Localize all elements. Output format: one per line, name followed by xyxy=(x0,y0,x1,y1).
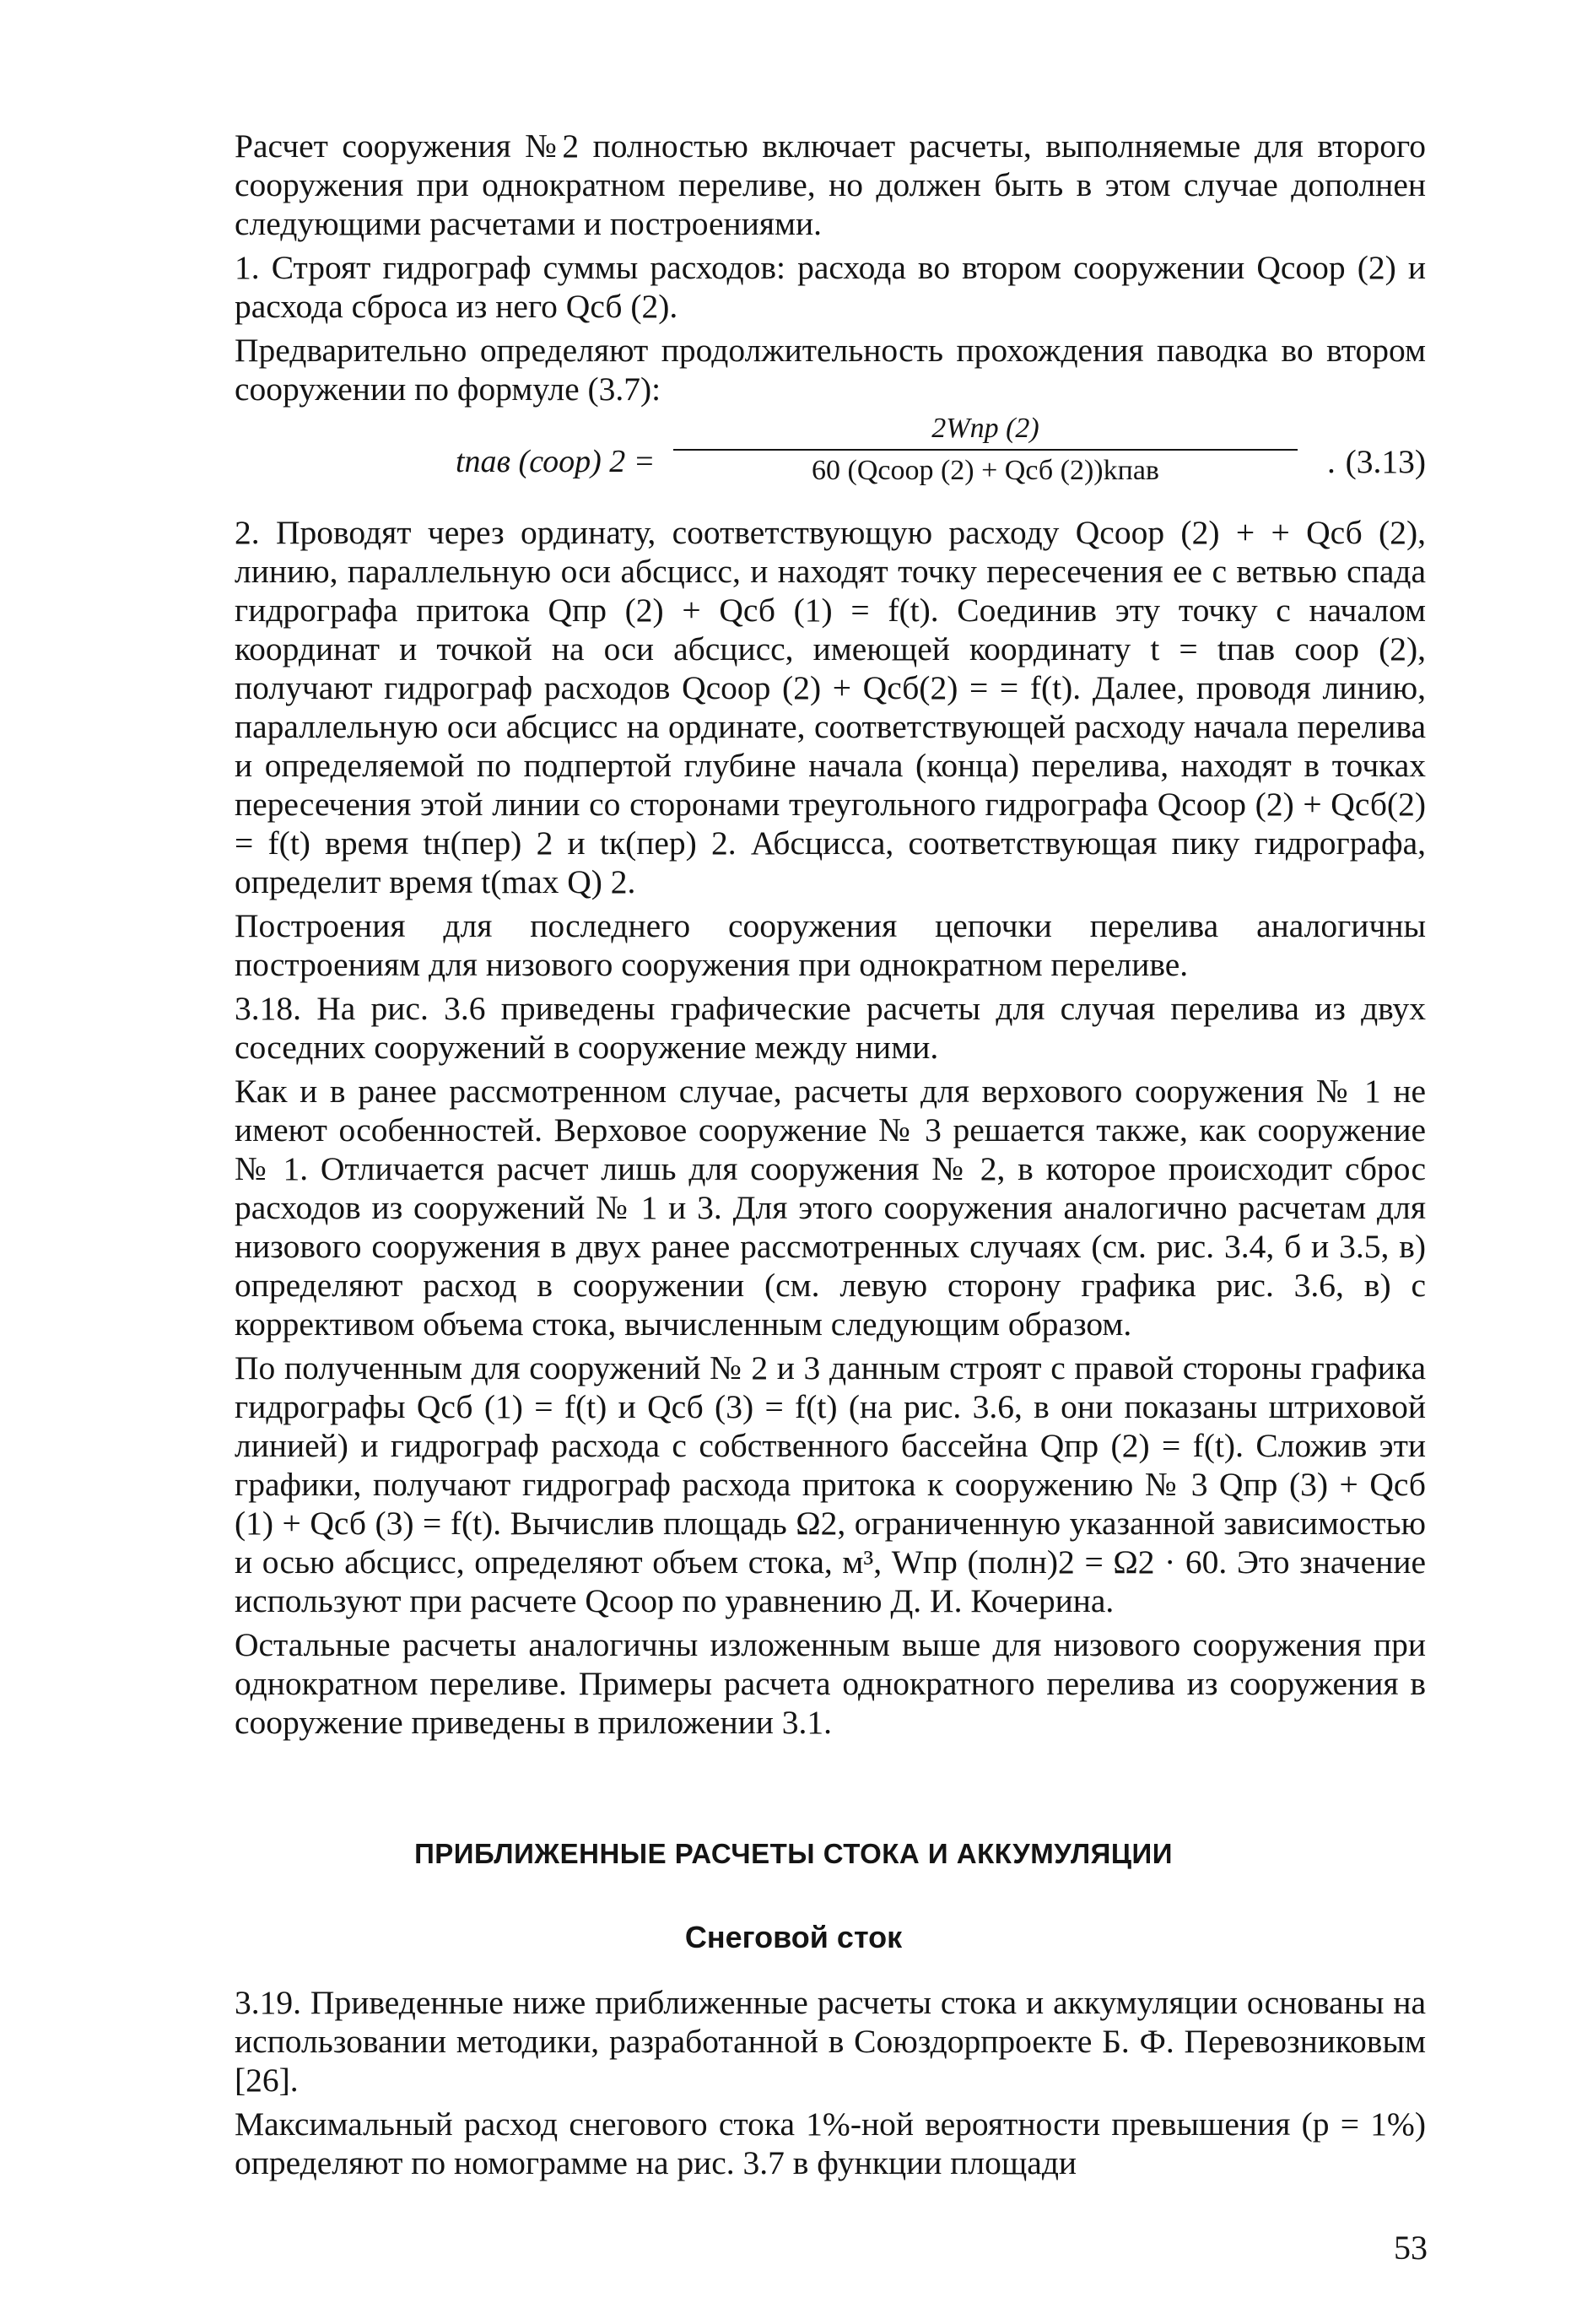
formula-denominator: 60 (Qсоор (2) + Qсб (2))kпав xyxy=(812,455,1159,486)
formula-3-13 xyxy=(235,410,1426,508)
paragraph: Максимальный расход снегового стока 1%-ной вероятности превышения (p = 1%) определяют по номограмме на рис. 3.7 в функции площади xyxy=(235,2105,1426,2181)
bottom-text-block xyxy=(235,1983,1426,2182)
paragraph: Расчет сооружения №2 полностью включает расчеты, выполняемые для второго сооружения при однократном переливе, но должен быть в этом случае дополнен следующими расчетами и построениями. xyxy=(235,127,1426,242)
paragraph: 1. Строят гидрограф суммы расходов: расхода во втором сооружении Qсоор (2) и расхода сброса из него Qсб (2). xyxy=(235,249,1426,325)
formula-lhs: tпав (соор) 2 = xyxy=(456,444,656,479)
fraction-bar xyxy=(673,449,1298,451)
paragraph: Как и в ранее рассмотренном случае, расчеты для верхового сооружения № 1 не имеют особенностей. Верховое сооружение № 3 решается также, как сооружение № 1. Отличается расчет лишь для сооружения № 2, в которое происходит сброс расходов из сооружений № 1 и 3. Для этого сооружения аналогично расчетам для низового сооружения в двух ранее рассмотренных случаях (см. рис. 3.4, б и 3.5, в) определяют расход в сооружении (см. левую сторону графика рис. 3.6, в) с коррективом объема стока, вычисленным следующим образом. xyxy=(235,1073,1426,1343)
paragraph: Построения для последнего сооружения цепочки перелива аналогичны построениям для низового сооружения при однократном переливе. xyxy=(235,907,1426,983)
paragraph: По полученным для сооружений № 2 и 3 данным строят с правой стороны графика гидрографы Qсб (1) = f(t) и Qсб (3) = f(t) (на рис. 3.6, в они показаны штриховой линией) и гидрограф расхода с собственного бассейна Qпр (2) = f(t). Сложив эти графики, получают гидрограф расхода притока к сооружению № 3 Qпр (3) + Qсб (1) + Qсб (3) = f(t). Вычислив площадь Ω2, ограниченную указанной зависимостью и осью абсцисс, определяют объем стока, м³, Wпр (полн)2 = Ω2 · 60. Это значение используют при расчете Qсоор по уравнению Д. И. Кочерина. xyxy=(235,1349,1426,1619)
formula-dot: . xyxy=(1327,443,1336,480)
formula-numerator: 2Wпр (2) xyxy=(931,413,1039,444)
formula-fraction xyxy=(673,410,1298,489)
paragraph: Предварительно определяют продолжительность прохождения паводка во втором сооружении по формуле (3.7): xyxy=(235,332,1426,408)
page-number: 53 xyxy=(1394,2229,1428,2267)
subsection-heading: Снеговой сток xyxy=(684,1920,903,1954)
paragraph: 3.19. Приведенные ниже приближенные расчеты стока и аккумуляции основаны на использовании методики, разработанной в Союздорпроекте Б. Ф. Перевозниковым [26]. xyxy=(235,1984,1426,2099)
main-text-block xyxy=(235,127,1426,1742)
paragraph: 3.18. На рис. 3.6 приведены графические расчеты для случая перелива из двух соседних сооружений в сооружение между ними. xyxy=(235,990,1426,1066)
paragraph: Остальные расчеты аналогичны изложенным выше для низового сооружения при однократном переливе. Примеры расчета однократного перелива из сооружения в сооружение приведены в приложении 3.1. xyxy=(235,1626,1426,1741)
section-heading: ПРИБЛИЖЕННЫЕ РАСЧЕТЫ СТОКА И АККУМУЛЯЦИИ xyxy=(414,1838,1173,1869)
paragraph: 2. Проводят через ординату, соответствующую расходу Qсоор (2) + + Qсб (2), линию, параллельную оси абсцисс, и находят точку пересечения ее с ветвью спада гидрографа притока Qпр (2) + Qсб (1) = f(t). Соединив эту точку с началом координат и точкой на оси абсцисс, имеющей координату t = tпав соор (2), получают гидрограф расходов Qсоор (2) + Qсб(2) = = f(t). Далее, проводя линию, параллельную оси абсцисс на ординате, соответствующей расходу начала перелива и определяемой по подпертой глубине начала (конца) перелива, находят в точках пересечения этой линии со сторонами треугольного гидрографа Qсоор (2) + Qсб(2) = f(t) время tн(пер) 2 и tк(пер) 2. Абсцисса, соответствующая пику гидрографа, определит время t(max Q) 2. xyxy=(235,514,1426,900)
formula-number: (3.13) xyxy=(1345,443,1426,480)
